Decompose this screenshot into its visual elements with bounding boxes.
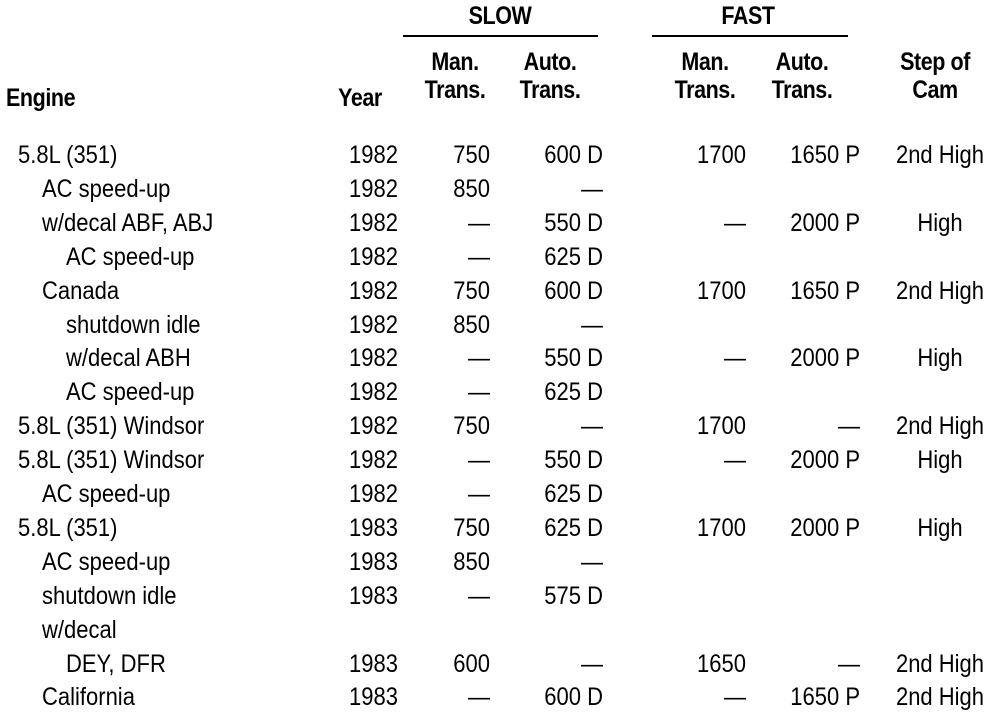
step-of-cam-line1: Step of [900,48,970,76]
year-cell: 1983 [349,547,398,576]
slow-man-trans-cell: — [468,446,490,475]
engine-cell: w/decal ABH [66,344,191,373]
step-of-cam-cell: 2nd High [895,412,985,441]
slow-auto-trans-cell: 600 D [544,683,603,712]
slow-auto-trans-cell: — [581,310,603,339]
slow-auto-trans-cell: 625 D [544,480,603,508]
slow-auto-trans-cell: 550 D [544,446,603,475]
slow-man-trans-cell: 850 [453,310,490,339]
fast-auto-trans-cell: 2000 P [790,513,860,542]
engine-cell: w/decal [42,615,117,644]
year-cell: 1982 [349,480,398,508]
fast-man-trans-cell: — [724,683,746,712]
engine-cell: AC speed-up [66,378,195,407]
year-cell: 1982 [349,242,398,271]
fast-group-rule [652,35,848,37]
slow-auto-trans-cell: — [581,649,603,678]
engine-cell: 5.8L (351) Windsor [18,446,205,475]
engine-cell: AC speed-up [66,242,195,271]
slow-man-trans-cell: — [468,378,490,407]
slow-auto-trans-cell: 550 D [544,344,603,373]
engine-cell: AC speed-up [42,547,171,576]
fast-auto-trans-cell: 2000 P [790,446,860,475]
step-of-cam-cell: High [917,446,963,475]
step-of-cam-line2: Cam [912,76,958,104]
slow-man-trans-cell: 850 [453,547,490,576]
year-cell: 1982 [349,446,398,475]
fast-man-trans-cell: 1700 [697,513,746,542]
fast-group-header: FAST [721,2,775,30]
engine-cell: Canada [42,276,120,305]
step-of-cam-cell: 2nd High [895,649,985,678]
year-cell: 1983 [349,513,398,542]
slow-man-trans-cell: 750 [453,412,490,441]
year-cell: 1983 [349,649,398,678]
fast-man-trans-cell: 1700 [697,141,746,169]
engine-cell: 5.8L (351) Windsor [18,412,205,441]
engine-cell: DEY, DFR [66,649,166,678]
engine-cell: AC speed-up [42,174,171,203]
fast-auto-trans-cell: — [838,412,860,441]
fast-auto-trans-line2: Trans. [771,76,833,104]
slow-man-trans-line1: Man. [431,48,479,76]
slow-man-trans-line2: Trans. [424,76,486,104]
fast-auto-trans-cell: — [838,649,860,678]
engine-cell: 5.8L (351) [18,141,118,169]
slow-man-trans-header [412,48,498,104]
slow-auto-trans-line2: Trans. [519,76,581,104]
slow-man-trans-cell: — [468,344,490,373]
fast-man-trans-cell: 1700 [697,276,746,305]
slow-auto-trans-cell: 575 D [544,581,603,610]
slow-man-trans-cell: — [468,208,490,237]
year-cell: 1982 [349,378,398,407]
year-cell: 1983 [349,683,398,712]
step-of-cam-cell: High [917,208,963,237]
slow-auto-trans-cell: 550 D [544,208,603,237]
step-of-cam-cell: High [917,344,963,373]
step-of-cam-header [879,48,991,104]
engine-cell: California [42,683,135,712]
fast-man-trans-cell: — [724,344,746,373]
slow-man-trans-cell: 750 [453,141,490,169]
slow-man-trans-cell: — [468,480,490,508]
year-cell: 1982 [349,208,398,237]
step-of-cam-cell: 2nd High [895,141,985,169]
slow-man-trans-cell: 750 [453,513,490,542]
engine-cell: w/decal ABF, ABJ [42,208,214,237]
fast-auto-trans-header [759,48,845,104]
fast-auto-trans-cell: 1650 P [790,683,860,712]
fast-man-trans-cell: — [724,208,746,237]
slow-man-trans-cell: — [468,242,490,271]
engine-cell: AC speed-up [42,480,171,508]
engine-cell: shutdown idle [42,581,177,610]
slow-auto-trans-cell: — [581,412,603,441]
step-of-cam-cell: High [917,513,963,542]
fast-auto-trans-cell: 2000 P [790,208,860,237]
fast-man-trans-cell: 1700 [697,412,746,441]
slow-auto-trans-cell: 625 D [544,513,603,542]
year-cell: 1982 [349,344,398,373]
fast-auto-trans-cell: 1650 P [790,141,860,169]
fast-man-trans-header [662,48,748,104]
slow-auto-trans-cell: 600 D [544,141,603,169]
slow-group-rule [403,35,598,37]
slow-auto-trans-cell: 600 D [544,276,603,305]
slow-man-trans-cell: 600 [453,649,490,678]
year-cell: 1982 [349,310,398,339]
year-cell: 1983 [349,581,398,610]
slow-man-trans-cell: — [468,581,490,610]
fast-auto-trans-cell: 1650 P [790,276,860,305]
year-cell: 1982 [349,141,398,169]
fast-man-trans-cell: — [724,446,746,475]
engine-cell: shutdown idle [66,310,201,339]
slow-auto-trans-header [507,48,593,104]
fast-auto-trans-line1: Auto. [775,48,829,76]
slow-auto-trans-cell: 625 D [544,378,603,407]
step-of-cam-cell: 2nd High [895,683,985,712]
fast-man-trans-cell: 1650 [697,649,746,678]
slow-group-header: SLOW [468,2,532,30]
slow-man-trans-cell: — [468,683,490,712]
engine-cell: 5.8L (351) [18,513,118,542]
year-cell: 1982 [349,174,398,203]
step-of-cam-cell: 2nd High [895,276,985,305]
fast-man-trans-line1: Man. [681,48,729,76]
slow-auto-trans-cell: — [581,547,603,576]
year-cell: 1982 [349,276,398,305]
slow-man-trans-cell: 850 [453,174,490,203]
slow-man-trans-cell: 750 [453,276,490,305]
slow-auto-trans-line1: Auto. [523,48,577,76]
year-cell: 1982 [349,412,398,441]
fast-auto-trans-cell: 2000 P [790,344,860,373]
engine-column-header: Engine [6,84,76,112]
slow-auto-trans-cell: 625 D [544,242,603,271]
slow-auto-trans-cell: — [581,174,603,203]
fast-man-trans-line2: Trans. [674,76,736,104]
year-column-header: Year [338,84,382,112]
